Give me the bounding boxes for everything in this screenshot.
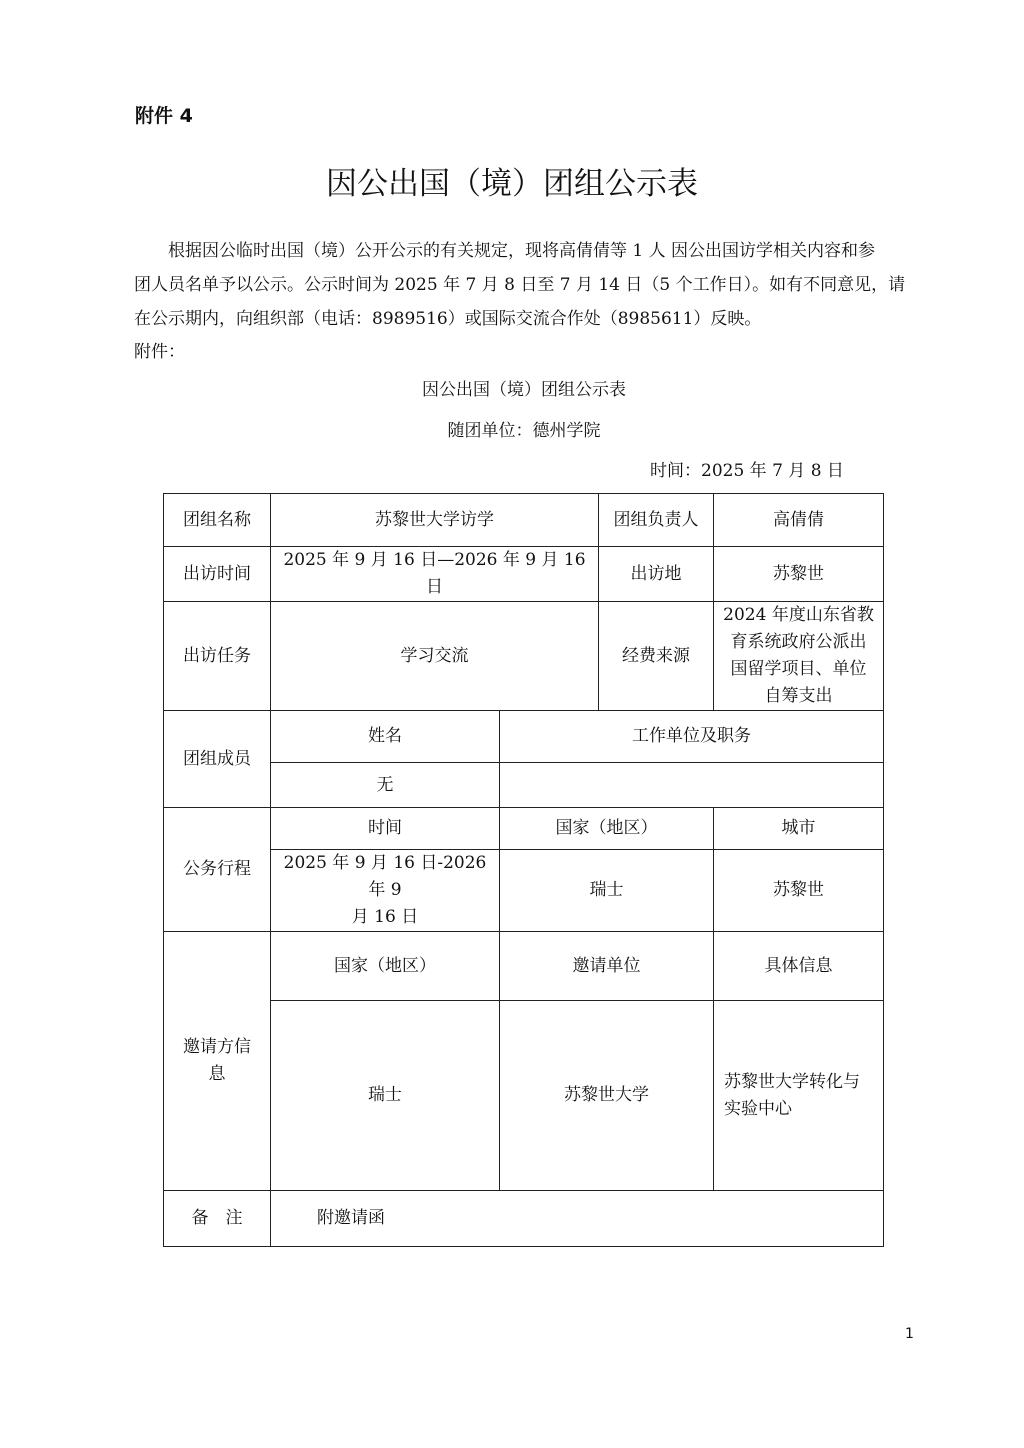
destination-label: 出访地 <box>599 547 714 602</box>
leader-value: 高倩倩 <box>714 494 884 547</box>
member-unit-header: 工作单位及职务 <box>500 711 884 763</box>
inv-detail-header: 具体信息 <box>714 932 884 1001</box>
publicity-table <box>163 493 884 1247</box>
member-unit <box>500 763 884 808</box>
funding-label: 经费来源 <box>599 602 714 711</box>
intro-paragraph <box>134 234 916 336</box>
visit-time-label: 出访时间 <box>164 547 271 602</box>
itin-time-line: 2025 年 9 月 16 日-2026 年 9 <box>283 853 487 900</box>
table-title: 因公出国（境）团组公示表 <box>422 380 626 400</box>
funding-line: 育系统政府公派出 <box>730 632 867 652</box>
members-label: 团组成员 <box>164 711 271 808</box>
inv-unit-header: 邀请单位 <box>500 932 714 1001</box>
inv-country: 瑞士 <box>271 1001 500 1191</box>
member-name: 无 <box>271 763 500 808</box>
itin-time-line: 月 16 日 <box>351 907 419 927</box>
visit-time-value: 2025 年 9 月 16 日—2026 年 9 月 16 日 <box>271 547 599 602</box>
inv-detail <box>714 1001 884 1191</box>
itin-city: 苏黎世 <box>714 850 884 932</box>
page-title: 因公出国（境）团组公示表 <box>326 166 698 202</box>
itin-time-header: 时间 <box>271 808 500 850</box>
itin-city-header: 城市 <box>714 808 884 850</box>
itin-country: 瑞士 <box>500 850 714 932</box>
group-name-label: 团组名称 <box>164 494 271 547</box>
itinerary-label: 公务行程 <box>164 808 271 932</box>
inviter-label <box>164 932 271 1191</box>
task-value: 学习交流 <box>271 602 599 711</box>
date-line: 时间：2025 年 7 月 8 日 <box>650 461 844 481</box>
intro-line: 根据因公临时出国（境）公开公示的有关规定，现将高倩倩等 1 人 因公出国访学相关内容和参 <box>134 241 876 261</box>
page-number: 1 <box>905 1326 914 1342</box>
intro-line: 团人员名单予以公示。公示时间为 2025 年 7 月 8 日至 7 月 14 日（5 个工作日）。如有不同意见，请 <box>134 275 906 295</box>
itin-country-header: 国家（地区） <box>500 808 714 850</box>
intro-line: 在公示期内，向组织部（电话：8989516）或国际交流合作处（8985611）反映。 <box>134 309 762 329</box>
funding-line: 国留学项目、单位 <box>730 659 867 679</box>
funding-line: 2024 年度山东省教 <box>723 605 874 625</box>
remarks-value: 附邀请函 <box>271 1191 884 1247</box>
funding-value <box>714 602 884 711</box>
attachment-note: 附件： <box>134 342 185 362</box>
destination-value: 苏黎世 <box>714 547 884 602</box>
task-label: 出访任务 <box>164 602 271 711</box>
member-name-header: 姓名 <box>271 711 500 763</box>
group-name-value: 苏黎世大学访学 <box>271 494 599 547</box>
unit-line: 随团单位：德州学院 <box>447 421 601 441</box>
itin-time <box>271 850 500 932</box>
funding-line: 自筹支出 <box>764 686 833 706</box>
inv-country-header: 国家（地区） <box>271 932 500 1001</box>
inviter-label-line: 息 <box>208 1064 226 1084</box>
attachment-label: 附件 4 <box>135 105 193 127</box>
remarks-label: 备 注 <box>164 1191 271 1247</box>
inv-detail-line: 实验中心 <box>724 1098 792 1119</box>
inv-unit: 苏黎世大学 <box>500 1001 714 1191</box>
leader-label: 团组负责人 <box>599 494 714 547</box>
inv-detail-line: 苏黎世大学转化与 <box>724 1071 860 1092</box>
inviter-label-line: 邀请方信 <box>183 1037 251 1057</box>
